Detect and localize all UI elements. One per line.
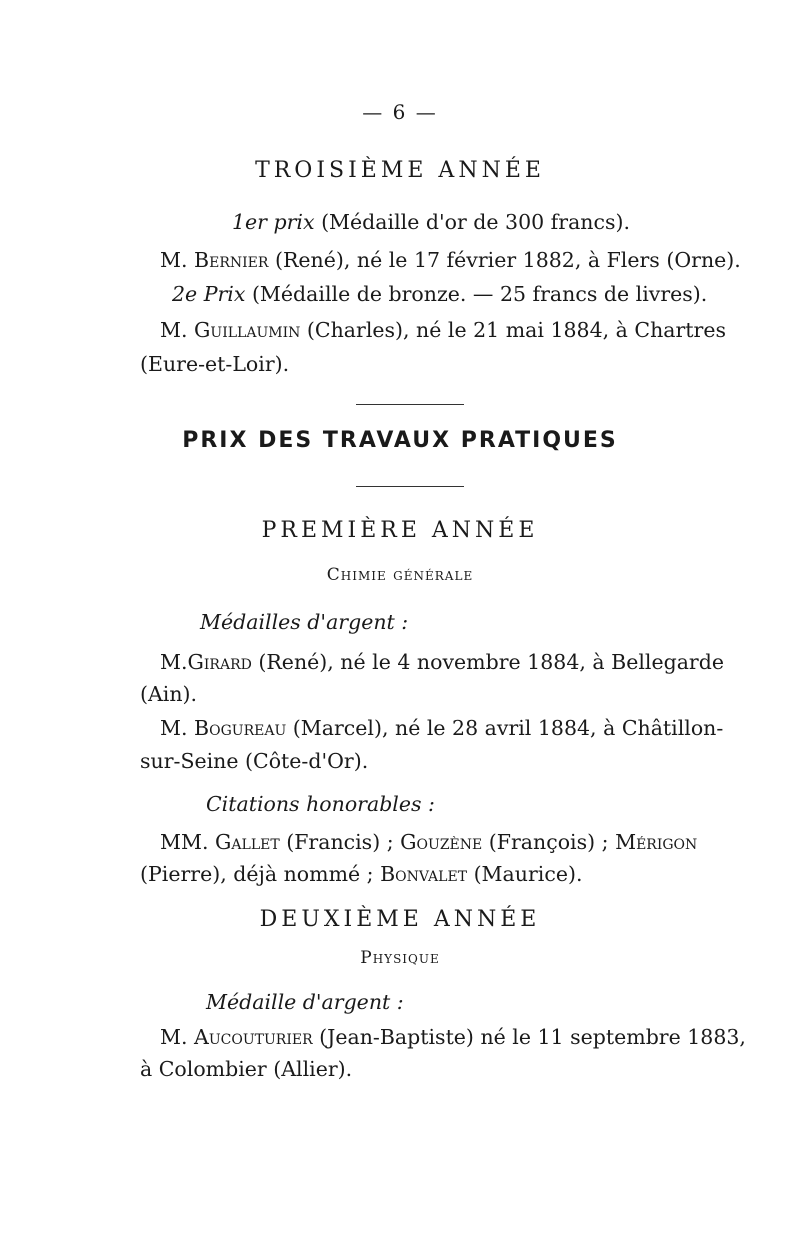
section-title-deuxieme: DEUXIÈME ANNÉE	[259, 907, 541, 932]
citation-name-3: Mérigon	[615, 830, 698, 854]
citation-details-3: (Pierre), déjà nommé ;	[140, 862, 374, 886]
winner-details-1: (René), né le 17 février 1882, à Flers (Orne).	[274, 248, 741, 272]
medal-winner-1-details: (René), né le 4 novembre 1884, à Bellegarde	[258, 650, 724, 674]
medal-winner-1-cont: (Ain).	[140, 682, 198, 706]
medal-winner-1-name: Girard	[187, 650, 252, 674]
physique-winner	[160, 1025, 746, 1049]
winner-details-2: (Charles), né le 21 mai 1884, à Chartres	[306, 318, 726, 342]
winner-line-2-cont: (Eure-et-Loir).	[140, 352, 290, 376]
prize-line-1	[232, 210, 772, 234]
prize-desc-2: (Médaille de bronze. — 25 francs de livres).	[251, 282, 708, 306]
section-title-troisieme: TROISIÈME ANNÉE	[255, 158, 545, 183]
winner-line-1	[160, 248, 741, 272]
subject-chimie: Chimie générale	[326, 565, 474, 585]
citation-details-2: (François) ;	[488, 830, 609, 854]
citation-name-2: Gouzène	[400, 830, 483, 854]
heading-travaux-pratiques: PRIX DES TRAVAUX PRATIQUES	[182, 428, 618, 453]
medal-winner-2-details: (Marcel), né le 28 avril 1884, à Châtillon-	[292, 716, 724, 740]
medal-winner-2-name: Bogureau	[194, 716, 287, 740]
medal-winner-2-cont: sur-Seine (Côte-d'Or).	[140, 749, 369, 773]
citations-title: MM.	[160, 830, 209, 854]
citation-details-1: (Francis) ;	[286, 830, 394, 854]
medal-winner-1-title: M.	[160, 650, 188, 674]
winner-title-2: M.	[160, 318, 188, 342]
citation-name-1: Gallet	[215, 830, 280, 854]
winner-line-2	[160, 318, 726, 342]
prize-label-2: 2e Prix	[172, 282, 246, 306]
medal-winner-2	[160, 716, 724, 740]
page-number: — 6 —	[362, 100, 438, 124]
physique-winner-cont: à Colombier (Allier).	[140, 1057, 353, 1081]
physique-winner-name: Aucouturier	[194, 1025, 313, 1049]
winner-name-1: Bernier	[194, 248, 269, 272]
subject-physique: Physique	[360, 948, 440, 968]
divider-rule-top	[356, 404, 464, 405]
medal-winner-2-title: M.	[160, 716, 188, 740]
citations-line-2	[140, 862, 680, 886]
physique-winner-details: (Jean-Baptiste) né le 11 septembre 1883,	[319, 1025, 746, 1049]
citations-label: Citations honorables :	[206, 792, 435, 816]
prize-label-1: 1er prix	[232, 210, 315, 234]
prize-line-2	[172, 282, 712, 306]
winner-name-2: Guillaumin	[194, 318, 301, 342]
medal-label: Médaille d'argent :	[206, 990, 404, 1014]
divider-rule-bottom	[356, 486, 464, 487]
medal-winner-1	[160, 650, 724, 674]
citation-name-4: Bonvalet	[380, 862, 468, 886]
winner-title-1: M.	[160, 248, 188, 272]
citations-line-1	[160, 830, 700, 854]
section-title-premiere: PREMIÈRE ANNÉE	[261, 518, 539, 543]
citation-details-4: (Maurice).	[473, 862, 583, 886]
prize-desc-1: (Médaille d'or de 300 francs).	[321, 210, 631, 234]
physique-winner-title: M.	[160, 1025, 188, 1049]
medals-label: Médailles d'argent :	[200, 610, 409, 634]
